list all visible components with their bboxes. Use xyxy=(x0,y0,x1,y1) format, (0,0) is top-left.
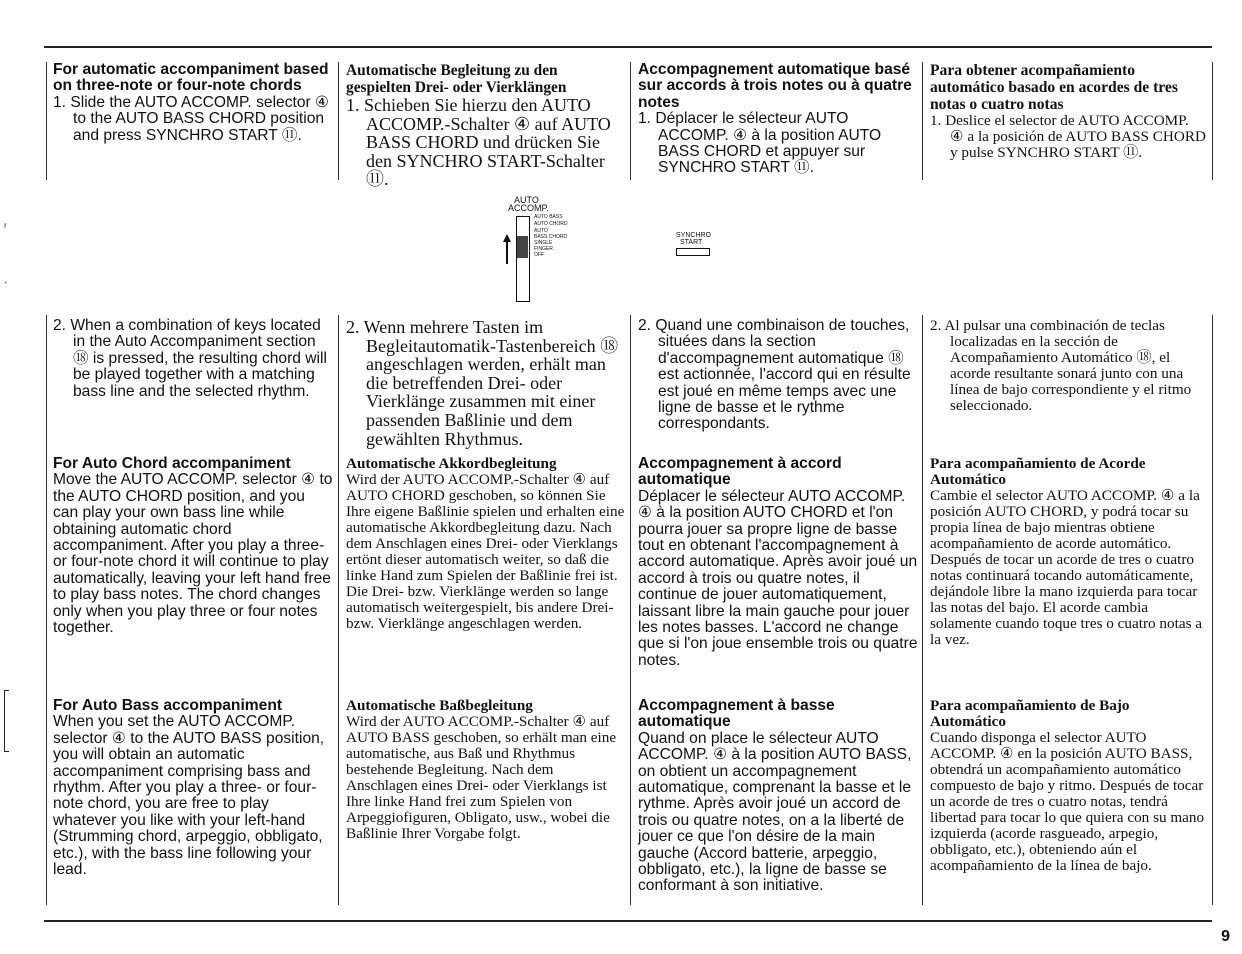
top-rule xyxy=(44,46,1212,48)
english-bass-block xyxy=(53,698,333,878)
french-chord-block xyxy=(638,456,918,669)
english-step2-block xyxy=(53,318,333,400)
selector-label: BASS CHORD xyxy=(534,234,568,240)
english-step1-block xyxy=(53,62,333,144)
column-divider xyxy=(46,62,47,180)
column-divider xyxy=(338,62,339,180)
synchro-line1: SYNCHRO xyxy=(676,232,712,239)
german-chord-block xyxy=(346,456,626,632)
english-heading: For automatic accompaniment based on three-note or four-note chords xyxy=(53,61,329,95)
english-bass-heading: For Auto Bass accompaniment xyxy=(53,697,283,714)
french-bass-heading: Accompagnement à basse automatique xyxy=(638,697,835,731)
french-chord-heading: Accompagnement à accord automatique xyxy=(638,455,842,489)
selector-label: AUTO BASS xyxy=(534,214,563,220)
german-step1: 1. Schieben Sie hierzu den AUTO ACCOMP.-Schalter ④ auf AUTO BASS CHORD und drücken Sie den SYNCHRO START-Schalter ⑪. xyxy=(346,95,611,190)
spanish-chord-block xyxy=(930,456,1206,648)
spanish-chord-text: Cambie el selector AUTO ACCOMP. ④ a la posición AUTO CHORD, y podrá tocar su propia línea de bajo mientras obtiene acompañamiento de acorde automático. Después de tocar un acorde de tres o cuatro notas continuará tocando automáticamente, dejándole libre la mano izquierda para tocar las notas del bajo. El acorde cambia solamente cuando toque tres o cuatro notas a la vez. xyxy=(930,487,1203,648)
english-chord-heading: For Auto Chord accompaniment xyxy=(53,455,291,472)
selector-label: FINGER xyxy=(534,246,553,252)
spanish-step2: 2. Al pulsar una combinación de teclas localizadas en la sección de Acompañamiento Automático ⑱, el acorde resultante sonará junto con una línea de bajo correspondiente y el ritmo seleccionado. xyxy=(930,317,1192,414)
spanish-bass-block xyxy=(930,698,1206,874)
french-bass-block xyxy=(638,698,918,895)
spanish-step1-block xyxy=(930,62,1206,161)
spanish-step2-block xyxy=(930,318,1206,414)
german-bass-heading: Automatische Baßbegleitung xyxy=(346,697,533,714)
synchro-start-button-icon xyxy=(676,248,710,256)
page-number: 9 xyxy=(1221,928,1230,945)
selector-slot xyxy=(516,216,530,302)
column-divider xyxy=(1212,62,1213,180)
column-divider xyxy=(922,62,923,180)
selector-arrow-head xyxy=(503,234,511,242)
selector-labels xyxy=(534,214,590,258)
selector-label: AUTO CHORD xyxy=(534,221,568,227)
french-bass-text: Quand on place le sélecteur AUTO ACCOMP. ④ à la position AUTO BASS, on obtient un accompagnement automatique, comprenant la basse et le rythme. Après avoir joué un accord de trois ou quatre notes, on a la liberté de jouer ce que l'on désire de la main gauche (Accord batterie, arpeggio, obbligato, etc.), la ligne de basse se conformant à son initiative. xyxy=(638,729,912,895)
column-divider xyxy=(630,62,631,180)
selector-arrow xyxy=(506,240,508,264)
french-step2-block xyxy=(638,318,918,433)
spanish-bass-heading: Para acompañamiento de Bajo Automático xyxy=(930,697,1130,730)
spanish-step1: 1. Deslice el selector de AUTO ACCOMP. ④ a la posición de AUTO BASS CHORD y pulse SYNCHRO START ⑪. xyxy=(930,112,1206,161)
french-step1-block xyxy=(638,62,918,177)
column-divider xyxy=(1212,315,1213,905)
german-chord-heading: Automatische Akkordbegleitung xyxy=(346,455,557,472)
column-divider xyxy=(630,315,631,905)
spanish-chord-heading: Para acompañamiento de Acorde Automático xyxy=(930,455,1146,488)
english-step2: 2. When a combination of keys located in the Auto Accompaniment section ⑱ is pressed, the resulting chord will be played together with a matching bass line and the selected rhythm. xyxy=(53,317,327,400)
selector-knob xyxy=(517,236,528,258)
german-bass-text: Wird der AUTO ACCOMP.-Schalter ④ auf AUTO BASS geschoben, so erhält man eine automatische, aus Baß und Rhythmus bestehende Begleitung. Nach dem Anschlagen eines Drei- oder Vierklangs ist Ihre linke Hand frei zum Spielen von Arpeggiofiguren, Obligato, usw., wobei die Baßlinie Ihrer Vorgabe folgt. xyxy=(346,713,617,842)
synchro-line2: START xyxy=(680,239,703,246)
english-chord-text: Move the AUTO ACCOMP. selector ④ to the AUTO CHORD position, and you can play your own bass line while obtaining automatic chord accompaniment. After you play a three- or four-note chord it will continue to play automatically, leaving your left hand free to play bass notes. The chord changes only when you play three or four notes together. xyxy=(53,471,333,637)
auto-accomp-selector-diagram xyxy=(500,196,590,308)
spanish-heading: Para obtener acompañamiento automático basado en acordes de tres notas o cuatro notas xyxy=(930,62,1178,113)
german-bass-block xyxy=(346,698,626,842)
selector-label: OFF xyxy=(534,252,544,258)
english-bass-text: When you set the AUTO ACCOMP. selector ④ to the AUTO BASS position, you will obtain an automatic accompaniment comprising bass and rhythm. After you play a three- or four-note chord, you are free to play whatever you like with your left-hand (Strumming chord, arpeggio, obbligato, etc.), with the bass line following your lead. xyxy=(53,713,325,879)
column-divider xyxy=(46,315,47,905)
english-step1: 1. Slide the AUTO ACCOMP. selector ④ to the AUTO BASS CHORD position and press SYNCHRO START ⑪. xyxy=(53,93,330,144)
selector-title-line2: ACCOMP. xyxy=(508,203,549,213)
french-chord-text: Déplacer le sélecteur AUTO ACCOMP. ④ à la position AUTO CHORD et l'on pourra jouer sa propre ligne de basse tout en obtenant l'accompagnement à accord automatique. Après avoir joué un accord à trois ou quatre notes, il continue de jouer automatiquement, laissant libre la main gauche pour jouer les notes basses. L'accord ne change que si l'on joue ensemble trois ou quatre notes. xyxy=(638,487,918,669)
english-chord-block xyxy=(53,456,333,636)
german-heading: Automatische Begleitung zu den gespielten Drei- oder Vierklängen xyxy=(346,62,567,96)
french-heading: Accompagnement automatique basé sur accords à trois notes ou à quatre notes xyxy=(638,61,912,111)
spanish-bass-text: Cuando disponga el selector AUTO ACCOMP. ④ en la posición AUTO BASS, obtendrá un acompañamiento automático compuesto de bajo y ritmo. Después de tocar un acorde de tres o cuatro notas, tendrá libertad para tocar lo que quiera con su mano izquierda (acorde rasgueado, arpegio, obbligato, etc.), obteniendo aún el acompañamiento de la línea de bajo. xyxy=(930,729,1205,874)
german-step1-block xyxy=(346,62,626,189)
german-step2-block xyxy=(346,318,626,448)
column-divider xyxy=(338,315,339,905)
margin-bracket xyxy=(4,690,9,752)
selector-title-line1: AUTO xyxy=(514,195,539,205)
selector-label: SINGLE xyxy=(534,240,553,246)
french-step2: 2. Quand une combinaison de touches, situées dans la section d'accompagnement automatique ⑱ est actionnée, l'accord qui en résulte est joué en même temps avec une ligne de basse et le rythme correspondants. xyxy=(638,317,911,433)
bottom-rule xyxy=(44,920,1212,922)
margin-mark: ʳ xyxy=(4,220,7,234)
selector-label: AUTO xyxy=(534,228,548,234)
margin-mark: ˎ xyxy=(4,270,8,284)
synchro-start-diagram xyxy=(674,232,724,262)
french-step1: 1. Déplacer le sélecteur AUTO ACCOMP. ④ à la position AUTO BASS CHORD et appuyer sur SYNCHRO START ⑪. xyxy=(638,110,882,177)
german-chord-text: Wird der AUTO ACCOMP.-Schalter ④ auf AUTO CHORD geschoben, so können Sie Ihre eigene Baßlinie spielen und erhalten eine automatische Akkordbegleitung dazu. Nach dem Anschlagen eines Drei- oder Vierklangs ertönt dieser automatisch weiter, so daß die linke Hand zum Spielen der Baßlinie frei ist. Die Drei- bzw. Vierklänge werden so lange automatisch weitergespielt, bis andere Drei- bzw. Vierklänge angeschlagen werden. xyxy=(346,471,625,632)
german-step2: 2. Wenn mehrere Tasten im Begleitautomatik-Tastenbereich ⑱ angeschlagen werden, erhält man die betreffenden Drei- oder Vierklänge zusammen mit einer passenden Baßlinie und dem gewählten Rhythmus. xyxy=(346,317,619,449)
column-divider xyxy=(922,315,923,905)
